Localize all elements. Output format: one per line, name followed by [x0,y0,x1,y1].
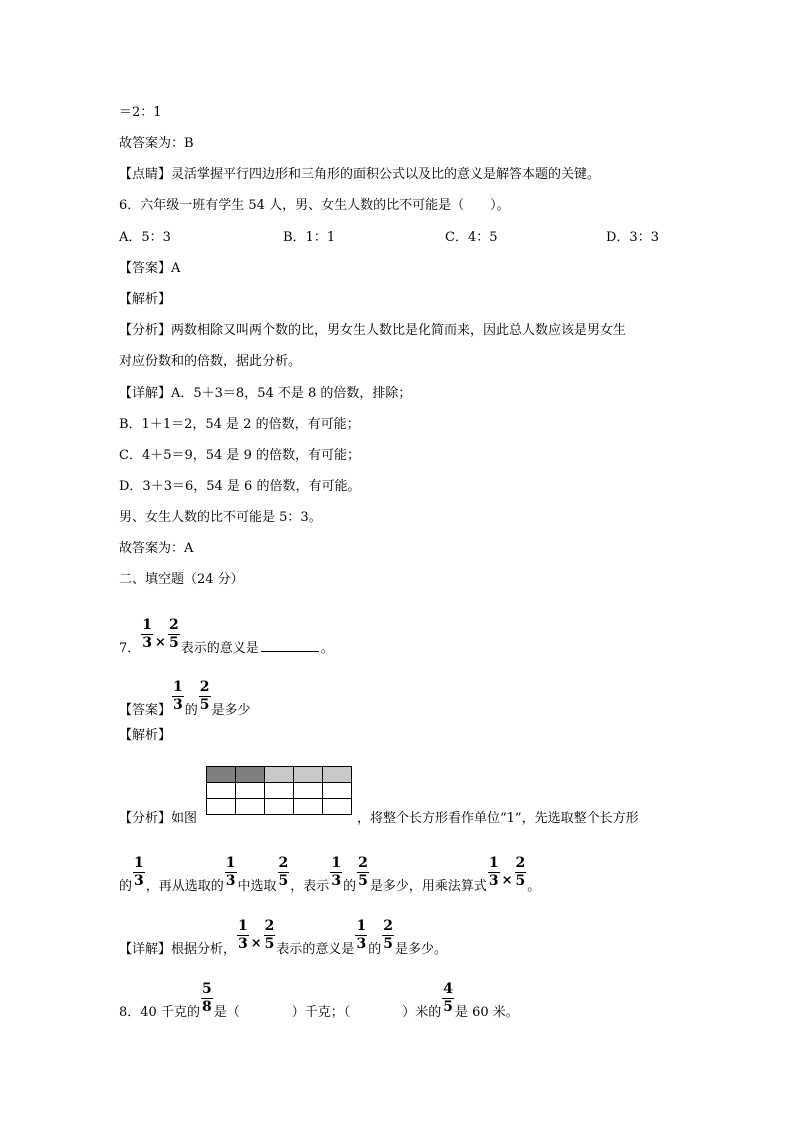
fraction-five-eighths: $\frac{5}{8}$ [201,981,212,1015]
fraction-one-third: $\frac{1}{3}$ [488,855,499,889]
q6-final-answer: 故答案为：A [119,541,194,556]
grid-cell [207,799,236,815]
q6-answer: 【答案】A [119,261,181,276]
grid-cell [323,799,352,815]
question-7: 7． $\frac{1}{3}$ × $\frac{2}{5}$ 表示的意义是 。 [119,617,334,656]
q6-analysis-line-2: 对应份数和的倍数，据此分析。 [119,354,302,369]
q7-answer: 【答案】 $\frac{1}{3}$ 的 $\frac{2}{5}$ 是多少 [119,679,251,718]
fraction-two-fifths: $\frac{2}{5}$ [199,679,210,713]
fraction-one-third: $\frac{1}{3}$ [238,918,248,952]
question-8: 8．40 千克的 $\frac{5}{8}$ 是（ ）千克；（ ）米的 $\frac{4}{5}$ 是 60 米。 [119,981,519,1020]
grid-row [207,783,352,799]
q6-option-b: B．1：1 [283,230,336,245]
q6-detail-d: D．3＋3＝6，54 是 6 的倍数，有可能。 [119,479,361,494]
section-2-heading: 二、填空题（24 分） [119,572,244,587]
q7-analysis-label: 【分析】如图 [119,811,198,826]
grid-row [207,799,352,815]
fraction-two-fifths: $\frac{2}{5}$ [168,617,179,651]
q6-option-c: C．4：5 [445,230,498,245]
grid-cell-shaded-dark [236,767,265,783]
q6-conclusion: 男、女生人数的比不可能是 5：3。 [119,510,322,525]
fraction-one-third: $\frac{1}{3}$ [356,918,367,952]
q7-number: 7． [119,641,141,656]
grid-cell [323,783,352,799]
fraction-one-third: $\frac{1}{3}$ [134,855,144,889]
q7-text: 表示的意义是 [180,641,259,656]
q7-answer-blank[interactable] [261,637,319,652]
fraction-two-fifths: $\frac{2}{5}$ [515,855,526,889]
q6-detail-b: B．1＋1＝2，54 是 2 的倍数，有可能； [119,417,360,432]
q6-detail-c: C．4＋5＝9，54 是 9 的倍数，有可能； [119,448,360,463]
fraction-grid-diagram [206,766,352,815]
ratio-result-line: ＝2：1 [119,105,162,120]
q7-analysis-text: ，将整个长方形看作单位“1”，先选取整个长方形 [357,811,639,826]
grid-cell [265,783,294,799]
grid-cell-shaded-light [323,767,352,783]
fraction-two-fifths: $\frac{2}{5}$ [264,918,275,952]
fraction-two-fifths: $\frac{2}{5}$ [358,855,368,889]
question-6: 6．六年级一班有学生 54 人，男、女生人数的比不可能是（ ）。 [119,198,510,213]
fraction-one-third: $\frac{1}{3}$ [331,855,342,889]
grid-cell-shaded-light [265,767,294,783]
fraction-two-fifths: $\frac{2}{5}$ [383,918,393,952]
fraction-four-fifths: $\frac{4}{5}$ [443,981,453,1015]
grid-cell [265,799,294,815]
q6-detail-a: 【详解】A．5＋3＝8，54 不是 8 的倍数，排除； [119,386,412,401]
q6-analysis-line-1: 【分析】两数相除又叫两个数的比，男女生人数比是化简而来，因此总人数应该是男女生 [119,323,627,338]
answer-line-b: 故答案为：B [119,136,194,151]
grid-row [207,767,352,783]
q6-analysis-heading: 【解析】 [119,292,172,307]
q6-option-a: A．5：3 [119,230,171,245]
grid-cell-shaded-dark [207,767,236,783]
key-point-line: 【点睛】灵活掌握平行四边形和三角形的面积公式以及比的意义是解答本题的关键。 [119,167,601,182]
grid-cell [236,783,265,799]
q7-analysis-heading: 【解析】 [119,728,172,743]
grid-cell [207,783,236,799]
times-sign: × [155,634,166,650]
fraction-one-third: $\frac{1}{3}$ [173,679,183,713]
q7-analysis-line-2: 的 $\frac{1}{3}$ ，再从选取的 $\frac{1}{3}$ 中选取 $\frac{2}{5}$ ，表示 $\frac{1}{3}$ 的 $\frac{2}{5}$ 是多少，用乘法算式 $\frac{1}{3}$ × $\frac{2}{5}$ 。 [119,855,541,894]
grid-cell [294,799,323,815]
fraction-two-fifths: $\frac{2}{5}$ [278,855,289,889]
fraction-one-third: $\frac{1}{3}$ [225,855,236,889]
times-sign: × [250,935,262,951]
fraction-one-third: $\frac{1}{3}$ [142,617,153,651]
grid-cell [236,799,265,815]
times-sign: × [501,872,513,888]
q7-detail: 【详解】根据分析， $\frac{1}{3}$ × $\frac{2}{5}$ 表示的意义是 $\frac{1}{3}$ 的 $\frac{2}{5}$ 是多少。 [119,918,447,957]
grid-cell-shaded-light [294,767,323,783]
q6-option-d: D．3：3 [606,230,659,245]
grid-cell [294,783,323,799]
